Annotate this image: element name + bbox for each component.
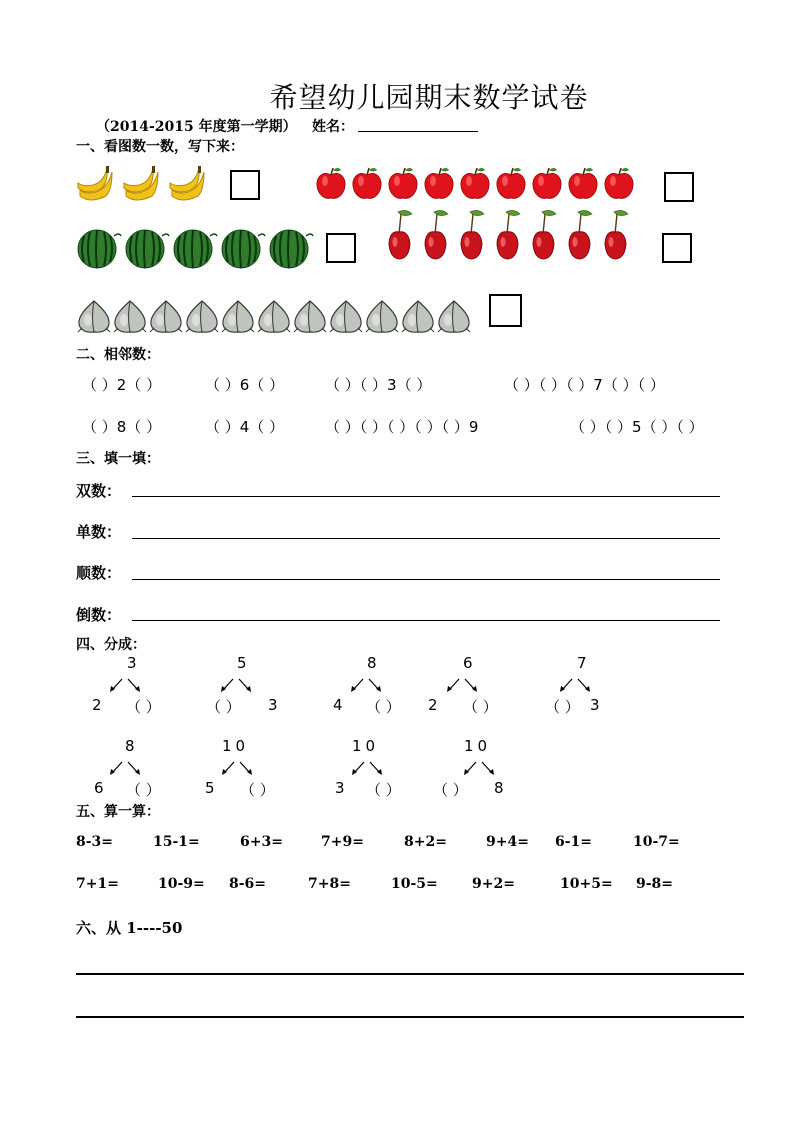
- calc-item: 10-5=: [391, 876, 438, 892]
- watermelon-icon: [172, 228, 218, 270]
- split-right: （ ）: [126, 698, 161, 716]
- calc-item: 8-3=: [76, 834, 114, 850]
- calc-item: 15-1=: [153, 834, 200, 850]
- split-arrows-icon: [558, 676, 592, 694]
- split-top: 7: [577, 654, 587, 672]
- split-arrows-icon: [220, 759, 254, 777]
- watermelon-icon: [268, 228, 314, 270]
- neighbor-item: （ ）（ ）（ ）（ ）（ ）9: [325, 418, 479, 436]
- split-right: 3: [268, 696, 278, 714]
- cherry-icon: [566, 210, 600, 268]
- apple-icon: [422, 166, 456, 200]
- calc-item: 10-9=: [158, 876, 205, 892]
- split-left: （ ）: [545, 698, 580, 716]
- neighbor-item: （ ）（ ）（ ）7（ ）（ ）: [504, 376, 665, 394]
- page-title: 希望幼儿园期末数学试卷: [269, 81, 589, 114]
- calc-item: 9+2=: [472, 876, 515, 892]
- cherry-icon: [458, 210, 492, 268]
- split-top: 6: [463, 654, 473, 672]
- answer-box-bananas[interactable]: [230, 170, 260, 200]
- split-left: （ ）: [433, 781, 468, 799]
- watermelon-group: [76, 228, 314, 270]
- section-4-heading: 四、分成：: [76, 637, 146, 653]
- peach-icon: [112, 298, 148, 334]
- peach-icon: [292, 298, 328, 334]
- split-right: 8: [494, 779, 504, 797]
- peach-icon: [148, 298, 184, 334]
- watermelon-icon: [76, 228, 122, 270]
- peach-group: [76, 298, 472, 334]
- peach-icon: [436, 298, 472, 334]
- split-right: （ ）: [240, 781, 275, 799]
- calc-item: 7+9=: [321, 834, 364, 850]
- name-label: 姓名：: [312, 119, 354, 135]
- term-subtitle: （2014-2015 年度第一学期）: [96, 119, 297, 135]
- neighbor-item: （ ）（ ）5（ ）（ ）: [570, 418, 704, 436]
- split-arrows-icon: [350, 759, 384, 777]
- calc-item: 8+2=: [404, 834, 447, 850]
- split-arrows-icon: [108, 676, 142, 694]
- banana-icon: [76, 166, 116, 204]
- odd-answer-line[interactable]: [132, 538, 720, 539]
- forward-answer-line[interactable]: [132, 579, 720, 580]
- calc-item: 7+1=: [76, 876, 119, 892]
- forward-label: 顺数：: [76, 564, 122, 582]
- even-answer-line[interactable]: [132, 496, 720, 497]
- split-top: 10: [464, 737, 492, 755]
- split-top: 10: [222, 737, 250, 755]
- section-5-heading: 五、算一算：: [76, 804, 160, 820]
- backward-answer-line[interactable]: [132, 620, 720, 621]
- apple-group: [314, 166, 636, 200]
- odd-label: 单数：: [76, 523, 122, 541]
- split-left: 2: [428, 696, 438, 714]
- split-right: （ ）: [366, 781, 401, 799]
- calc-item: 6-1=: [555, 834, 593, 850]
- split-left: 4: [333, 696, 343, 714]
- calc-item: 6+3=: [240, 834, 283, 850]
- split-left: 3: [335, 779, 345, 797]
- peach-icon: [328, 298, 364, 334]
- apple-icon: [314, 166, 348, 200]
- cherry-icon: [530, 210, 564, 268]
- apple-icon: [350, 166, 384, 200]
- calc-item: 7+8=: [308, 876, 351, 892]
- section-2-heading: 二、相邻数：: [76, 347, 160, 363]
- neighbor-item: （ ）2（ ）: [82, 376, 162, 394]
- neighbor-item: （ ）（ ）3（ ）: [325, 376, 432, 394]
- peach-icon: [220, 298, 256, 334]
- apple-icon: [386, 166, 420, 200]
- calc-item: 8-6=: [229, 876, 267, 892]
- split-left: 2: [92, 696, 102, 714]
- neighbor-item: （ ）6（ ）: [205, 376, 285, 394]
- peach-icon: [364, 298, 400, 334]
- split-arrows-icon: [219, 676, 253, 694]
- answer-box-peaches[interactable]: [489, 294, 522, 327]
- neighbor-item: （ ）8（ ）: [82, 418, 162, 436]
- name-field[interactable]: [358, 131, 478, 132]
- split-arrows-icon: [349, 676, 383, 694]
- split-right: （ ）: [126, 781, 161, 799]
- apple-icon: [494, 166, 528, 200]
- split-arrows-icon: [445, 676, 479, 694]
- count-answer-line-2[interactable]: [76, 1016, 744, 1018]
- split-right: 3: [590, 696, 600, 714]
- cherry-icon: [602, 210, 636, 268]
- answer-box-cherries[interactable]: [662, 233, 692, 263]
- section-3-heading: 三、填一填：: [76, 451, 160, 467]
- cherry-group: [386, 210, 636, 268]
- apple-icon: [566, 166, 600, 200]
- peach-icon: [184, 298, 220, 334]
- peach-icon: [400, 298, 436, 334]
- split-top: 8: [125, 737, 135, 755]
- split-right: （ ）: [366, 698, 401, 716]
- calc-item: 10+5=: [560, 876, 613, 892]
- neighbor-item: （ ）4（ ）: [205, 418, 285, 436]
- cherry-icon: [494, 210, 528, 268]
- split-top: 10: [352, 737, 380, 755]
- backward-label: 倒数：: [76, 606, 122, 624]
- banana-icon: [122, 166, 162, 204]
- split-top: 5: [237, 654, 247, 672]
- banana-icon: [168, 166, 208, 204]
- calc-item: 9+4=: [486, 834, 529, 850]
- banana-group: [76, 166, 208, 204]
- calc-item: 10-7=: [633, 834, 680, 850]
- apple-icon: [530, 166, 564, 200]
- split-arrows-icon: [108, 759, 142, 777]
- split-left: （ ）: [206, 698, 241, 716]
- count-answer-line-1[interactable]: [76, 973, 744, 975]
- watermelon-icon: [124, 228, 170, 270]
- peach-icon: [76, 298, 112, 334]
- section-6-heading: 六、从 1----50: [76, 919, 183, 937]
- split-arrows-icon: [462, 759, 496, 777]
- split-top: 3: [127, 654, 137, 672]
- answer-box-watermelons[interactable]: [326, 233, 356, 263]
- cherry-icon: [386, 210, 420, 268]
- calc-item: 9-8=: [636, 876, 674, 892]
- even-label: 双数：: [76, 482, 122, 500]
- apple-icon: [458, 166, 492, 200]
- split-left: 6: [94, 779, 104, 797]
- apple-icon: [602, 166, 636, 200]
- cherry-icon: [422, 210, 456, 268]
- split-right: （ ）: [463, 698, 498, 716]
- section-1-heading: 一、看图数一数，写下来：: [76, 139, 244, 155]
- split-top: 8: [367, 654, 377, 672]
- watermelon-icon: [220, 228, 266, 270]
- split-left: 5: [205, 779, 215, 797]
- answer-box-apples[interactable]: [664, 172, 694, 202]
- peach-icon: [256, 298, 292, 334]
